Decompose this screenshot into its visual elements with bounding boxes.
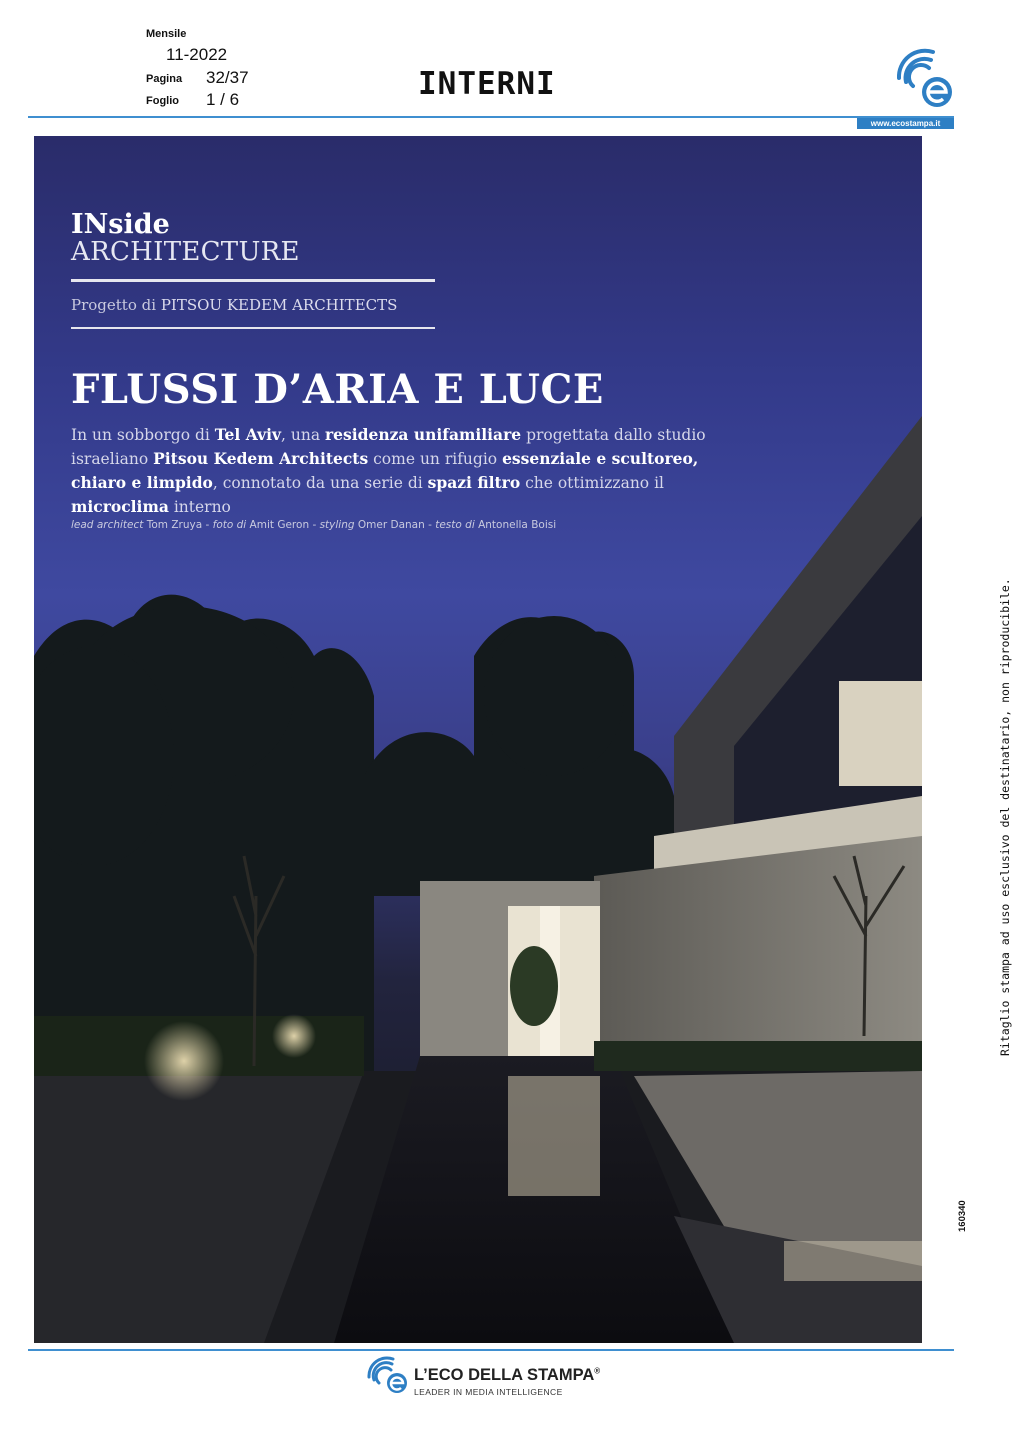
standfirst-run: come un rifugio	[368, 450, 503, 468]
footer-brand	[414, 1366, 600, 1385]
standfirst-run: , una	[281, 426, 325, 444]
sheet-value: 1 / 6	[206, 90, 240, 109]
credit-run: Tom Zruya -	[143, 519, 213, 531]
eco-della-stampa-logo-icon	[893, 44, 955, 110]
standfirst-run: In un sobborgo di	[71, 426, 215, 444]
house-night-scene	[34, 136, 922, 1343]
project-credit	[71, 296, 397, 314]
footer-tagline: LEADER IN MEDIA INTELLIGENCE	[414, 1387, 563, 1397]
article-headline: FLUSSI D’ARIA E LUCE	[71, 366, 604, 413]
page-label: Pagina	[146, 73, 183, 85]
frequency-label: Mensile	[146, 28, 187, 40]
project-prefix: Progetto di	[71, 296, 157, 314]
kicker-rule	[71, 279, 435, 282]
credit-run: Antonella Boisi	[474, 519, 557, 531]
standfirst-run: , connotato da una serie di	[212, 474, 428, 492]
standfirst-run: che ottimizzano il	[520, 474, 664, 492]
footer-brand-name: L’ECO DELLA STAMPA	[414, 1366, 595, 1384]
credit-run: lead architect	[71, 519, 144, 531]
standfirst-run: Pitsou Kedem Architects	[153, 449, 369, 468]
article-standfirst	[71, 423, 711, 519]
standfirst-run: Tel Aviv	[214, 425, 281, 444]
standfirst-run: interno	[168, 498, 231, 516]
page-value: 32/37	[206, 68, 249, 87]
standfirst-run: essenziale e scultoreo, chiaro e limpido	[71, 449, 699, 492]
credit-run: testo di	[435, 519, 475, 531]
website-url: www.ecostampa.it	[857, 118, 954, 129]
registered-mark: ®	[594, 1366, 601, 1376]
publication-title: INTERNI	[418, 66, 556, 102]
project-rule	[71, 327, 435, 329]
credit-run: Omer Danan -	[354, 519, 436, 531]
project-firm: PITSOU KEDEM ARCHITECTS	[160, 296, 398, 314]
credit-run: Amit Geron -	[246, 519, 320, 531]
clip-code: 160340	[957, 1200, 968, 1232]
article-credits	[71, 519, 556, 531]
credit-run: styling	[319, 519, 355, 531]
issue-date: 11-2022	[166, 45, 228, 64]
standfirst-run: microclima	[71, 497, 169, 516]
credit-run: foto di	[212, 519, 247, 531]
standfirst-run: spazi filtro	[427, 473, 521, 492]
article-photo	[34, 136, 922, 1343]
sheet-label: Foglio	[146, 95, 179, 107]
standfirst-run: progettata dallo studio israeliano	[71, 426, 706, 468]
standfirst-run: residenza unifamiliare	[325, 425, 522, 444]
reproduction-notice: Ritaglio stampa ad uso esclusivo del destinatario, non riproducibile.	[998, 578, 1012, 1056]
eco-della-stampa-logo-icon	[366, 1355, 410, 1395]
header-rule	[28, 116, 954, 118]
footer-rule	[28, 1349, 954, 1351]
section-kicker-inside: INside	[71, 209, 170, 240]
section-kicker-architecture: ARCHITECTURE	[71, 237, 300, 267]
